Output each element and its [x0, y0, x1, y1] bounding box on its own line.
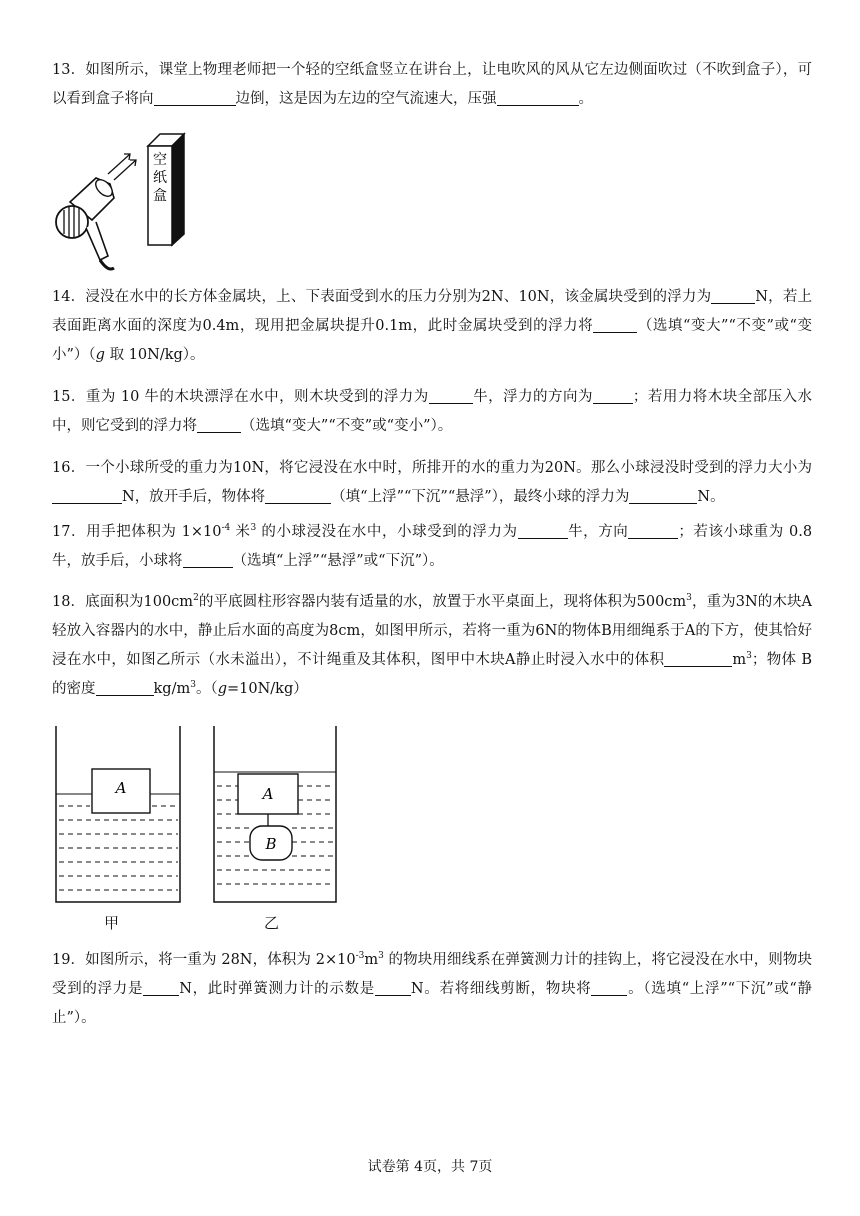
question-text: （选填“变大”“不变”或“变小”）（ — [52, 318, 812, 363]
page-footer: 试卷第 4页，共 7页 — [367, 1159, 493, 1175]
question-number: 13． — [52, 62, 86, 78]
question-text: ；物体 B 的密度 — [52, 652, 813, 697]
answer-blank[interactable] — [154, 89, 236, 106]
question-text: 米 — [230, 524, 251, 540]
question-text: 。（ — [195, 681, 218, 697]
question-number: 18． — [52, 594, 86, 610]
question-text: =10N/kg） — [226, 681, 308, 697]
answer-blank[interactable] — [197, 416, 241, 433]
question-number: 19． — [52, 952, 86, 968]
question-text: 的平底圆柱形容器内装有适量的水，放置于水平桌面上，现将体积为500cm — [198, 594, 687, 610]
question-text: （选填“变大”“不变”或“变小”）。 — [241, 418, 453, 434]
question-text: 的小球浸没在水中，小球受到的浮力为 — [256, 524, 518, 540]
question-text: 浸没在水中的长方体金属块，上、下表面受到水的压力分别为2N、10N，该金属块受到的浮力为 — [85, 289, 712, 305]
box-label-char: 空 — [153, 152, 167, 168]
exponent: 2 — [193, 593, 199, 604]
question-18 — [52, 588, 812, 704]
figure-caption-yi: 乙 — [264, 914, 280, 932]
question-number: 15． — [52, 389, 86, 405]
answer-blank[interactable] — [711, 287, 755, 304]
question-15 — [52, 383, 812, 441]
block-a-label: A — [262, 785, 274, 803]
question-text: 的物块用细线系在弹簧测力计的挂钩上，将它浸没在水中，则物块受到的浮力是 — [52, 952, 813, 997]
question-text: N，放开手后，物体将 — [122, 489, 266, 505]
question-text: 如图所示，课堂上物理老师把一个轻的空纸盒竖立在讲台上，让电吹风的风从它左边侧面吹过（不吹到盒子），可以看到盒子将向 — [52, 62, 813, 107]
answer-blank[interactable] — [52, 487, 122, 504]
question-text: N。若将细线剪断，物块将 — [410, 981, 592, 997]
question-text: 边倒，这是因为左边的空气流速大，压强 — [235, 91, 497, 107]
question-text: ；若该小球重为 0.8 牛，放手后，小球将 — [52, 524, 813, 569]
question-text: 用手把体积为 1×10 — [86, 524, 222, 540]
question-text: 一个小球所受的重力为10N，将它浸没在水中时，所排开的水的重力为20N。那么小球浸没时受到的浮力大小为 — [85, 460, 812, 476]
question-text: （选填“上浮”“悬浮”或“下沉”）。 — [232, 553, 444, 569]
question-text: 牛，方向 — [567, 524, 629, 540]
question-number: 17． — [52, 524, 87, 540]
exponent: 3 — [746, 651, 752, 662]
block-b-label: B — [265, 835, 277, 853]
box-label-char: 纸 — [153, 170, 167, 186]
exponent: 3 — [190, 680, 196, 691]
answer-blank[interactable] — [629, 487, 697, 504]
question-text: 重为 10 牛的木块漂浮在水中，则木块受到的浮力为 — [85, 389, 429, 405]
exponent: 3 — [686, 593, 692, 604]
question-number: 16． — [52, 460, 86, 476]
question-text: 牛，浮力的方向为 — [472, 389, 593, 405]
question-text: ，重为3N的木块A轻放入容器内的水中，静止后水面的高度为8cm，如图甲所示，若将一重为6N的物体B用细绳系于A的下方，使其恰好浸在水中，如图乙所示（水未溢出），不计绳重及其体积，图甲中木块A静止时浸入水中的体积 — [52, 594, 813, 668]
question-text: N，此时弹簧测力计的示数是 — [179, 981, 375, 997]
figure-caption-jia: 甲 — [104, 914, 120, 932]
answer-blank[interactable] — [664, 650, 732, 667]
exponent: -4 — [221, 523, 231, 534]
answer-blank[interactable] — [265, 487, 331, 504]
container-figure-yi — [212, 726, 338, 904]
question-text: N。 — [697, 489, 725, 505]
answer-blank[interactable] — [497, 89, 579, 106]
answer-blank[interactable] — [518, 522, 568, 539]
question-19 — [52, 946, 812, 1033]
question-text: m — [732, 652, 747, 668]
g-symbol: g — [95, 347, 105, 363]
answer-blank[interactable] — [183, 551, 233, 568]
exponent: 3 — [250, 523, 257, 534]
container-figure-jia — [54, 726, 182, 904]
answer-blank[interactable] — [375, 979, 411, 996]
question-text: 取 10N/kg）。 — [104, 347, 205, 363]
question-text: 。（选填“上浮”“下沉”或“静止”）。 — [52, 981, 813, 1026]
answer-blank[interactable] — [96, 679, 154, 696]
question-text: 。 — [578, 91, 593, 107]
question-number: 14． — [52, 289, 86, 305]
question-14 — [52, 283, 812, 370]
answer-blank[interactable] — [591, 979, 627, 996]
question-text: 底面积为100cm — [85, 594, 194, 610]
answer-blank[interactable] — [429, 387, 473, 404]
exponent: 3 — [378, 951, 384, 962]
box-label-char: 盒 — [153, 188, 167, 204]
question-text: ；若用力将木块全部压入水中，则它受到的浮力将 — [52, 389, 813, 434]
answer-blank[interactable] — [593, 316, 637, 333]
question-text: （填“上浮”“下沉”“悬浮”），最终小球的浮力为 — [331, 489, 630, 505]
block-a-label: A — [115, 779, 127, 797]
hair-dryer-figure — [52, 122, 202, 278]
question-text: m — [364, 952, 379, 968]
answer-blank[interactable] — [143, 979, 179, 996]
question-16 — [52, 454, 812, 512]
question-text: N，若上表面距离水面的深度为0.4m，现用把金属块提升0.1m，此时金属块受到的浮力将 — [52, 289, 812, 334]
question-13 — [52, 56, 812, 114]
question-17 — [52, 518, 812, 576]
answer-blank[interactable] — [593, 387, 633, 404]
answer-blank[interactable] — [628, 522, 678, 539]
question-text: kg/m — [153, 681, 191, 697]
exponent: -3 — [355, 951, 365, 962]
g-symbol: g — [217, 681, 227, 697]
question-text: 如图所示，将一重为 28N，体积为 2×10 — [85, 952, 356, 968]
